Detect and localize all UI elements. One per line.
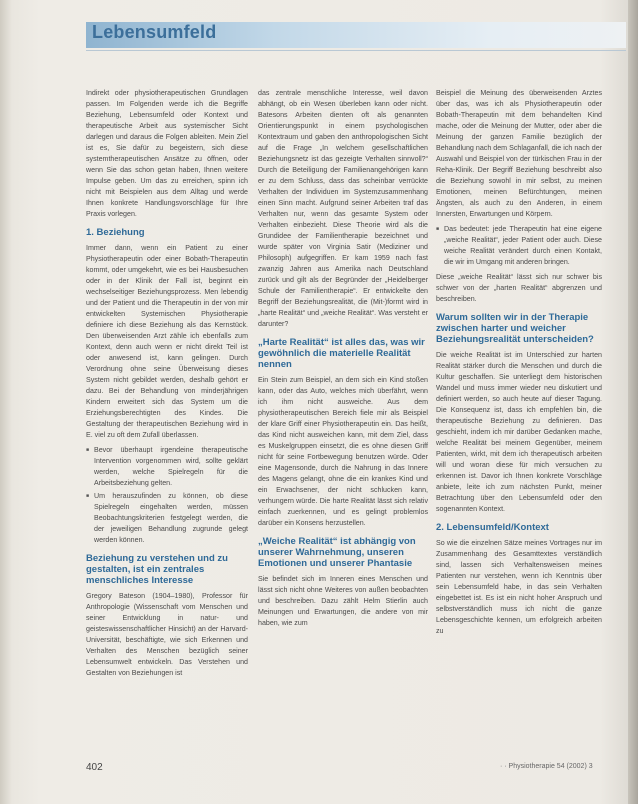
bullet-list	[436, 224, 602, 268]
column-right	[436, 88, 602, 641]
paragraph: Sie befindet sich im Inneren eines Menschen und lässt sich nicht ohne Weiteres von außen beobachten und beschreiben. Dazu zählt Helm Stierlin auch Meinungen und Erwartungen, die andere von mir haben, wie zum	[258, 575, 428, 627]
paragraph: das zentrale menschliche Interesse, weil davon abhängt, ob ein Wesen überleben kann oder nicht. Batesons Arbeiten dienten oft als genannten Orientierungspunkt in einem psychologischen Kontextraum und gaben den anthropologischen Sicht auf die Frage „In welchem gesellschaftlichen Beziehungsnetz ist das gezeigte Verhalten sinnvoll?“ Durch die Beteiligung der Familienangehörigen kann er zu dem Schluss, dass das scheinbar verrückte Verhalten der Individuen im Systemzusammenhang einen Sinn macht. Aufgrund seiner Arbeiten traf das Verhalten nur, wenn das gesamte System oder Verhalten einbezieht. Diese Theorie wird als die Grundidee der Familientherapie bezeichnet und wurde später von Virginia Satir (Mediziner und Philosoph) aufgegriffen. Er kam 1959 nach fast zwanzig Jahren aus Amerika nach Deutschland zurück und gilt als der Begründer der „Heidelberger Schule der Familientherapie“. Er entwickelte den Begriff der Beziehungsrealität, die (Mit-)formt wird in „harte Realität“ und „weiche Realität“. Was versteht er darunter?	[258, 89, 428, 328]
heading-beziehung: 1. Beziehung	[86, 227, 145, 238]
header-rule	[86, 50, 626, 51]
page-edge-shadow	[628, 0, 638, 804]
list-item: ■ Das bedeutet: jede Therapeutin hat eine eigene „weiche Realität“, jeder Patient oder auch. Diese weiche Realität verändert durch einen Kontakt, die wir im Umgang mit anderen bringen.	[444, 224, 602, 268]
paragraph: Indirekt oder physiotherapeutischen Grundlagen passen. Im Folgenden werde ich die Begriffe Beziehung, Lebensumfeld oder Kontext und therapeutische Arbeit aus systemischer Sicht darlegen und daraus die Folgen ableiten. Mein Ziel ist es, Sie dafür zu begeistern, sich diese systemtherapeutischen Ansätze zu öffnen, oder wenn Sie das schon getan haben, Ihnen weitere Impulse geben. Um das zu erreichen, spinn ich nicht mit Beispielen aus dem Alltag und werde Ihnen konkrete Handlungsvorschläge für Ihre Praxis vorlegen.	[86, 89, 248, 218]
paragraph: Gregory Bateson (1904–1980), Professor für Anthropologie (Wissenschaft vom Menschen und seiner Entwicklung in natur- und geisteswissenschaftlicher Hinsicht) an der Harvard-Universität, beschäftigte, wie sich Erkennen und Verhalten des Menschen bezüglich seiner Lebensumwelt entwickeln. Das Verstehen und Gestalten von Beziehungen ist	[86, 592, 248, 677]
paragraph: Diese „weiche Realität“ lässt sich nur schwer bis schwer von der „harten Realität“ abgrenzen und beschreiben.	[436, 273, 602, 303]
section-title: Lebensumfeld	[92, 22, 217, 42]
list-item: ■ Bevor überhaupt irgendeine therapeutische Intervention vorgenommen wird, sollte geklärt werden, welche Spielregeln für die Arbeitsbeziehung gelten.	[94, 445, 248, 489]
page-number: 402	[86, 762, 103, 773]
bullet-list	[86, 445, 248, 546]
heading-weiche-realitaet: „Weiche Realität“ ist abhängig von unserer Wahrnehmung, unseren Emotionen und unserer Phantasie	[258, 536, 416, 569]
column-left	[86, 88, 248, 683]
heading-warum-unterscheiden: Warum sollten wir in der Therapie zwischen harter und weicher Beziehungsrealität unterscheiden?	[436, 312, 594, 345]
column-middle	[258, 88, 428, 633]
paragraph: Beispiel die Meinung des überweisenden Arztes über das, was ich als Physiotherapeutin oder Bobath-Therapeutin mit dem behandelten Kind mache, oder die Meinung der Mutter, oder aber die Meinung der ganzen Familie bezüglich der Behandlung nach dem Schlaganfall, die ich nach der Auswahl und Beispiel von der türkischen Frau in der Reha-Klinik. Der Begriff Beziehung beschreibt also die Beziehung sowohl in mir selbst, zu meinen Emotionen, meinen Befürchtungen, meinen Ängsten, als auch zu den Anderen, in einem Innersten, Erwartungen und Körpern.	[436, 89, 602, 218]
paragraph: So wie die einzelnen Sätze meines Vortrages nur im Zusammenhang des Gesamttextes verständlich sind, lassen sich Verhaltensweisen meines Patienten nur verstehen, wenn ich Kenntnis über sein Lebensumfeld habe, in das sein Verhalten eingebettet ist. Es ist ein nicht hoher Anspruch und selbstverständlich muss ich nicht die ganze Lebensgeschichte kennen, um erfolgreich arbeiten zu	[436, 539, 602, 635]
paragraph: Die weiche Realität ist im Unterschied zur harten Realität stärker durch die Menschen und durch die Kultur geschaffen. Sie unterliegt dem historischen Wandel und muss immer wieder neu diskutiert und definiert werden, so auch heute auf dieser Tagung. Die Konsequenz ist, dass ich empfehlen bin, die therapeutische Beziehung zu definieren. Das geschieht, indem ich mir darüber Gedanken mache, welche Realität bei meinem Gegenüber, meinem Patienten, wirkt, mit dem ich therapeutisch arbeiten will und woran diese für mich versuchen zu erkennen ist. Davor ich Ihnen konkrete Vorschläge anbiete, leite ich zum nächsten Punkt, meiner Betrachtung über den Lebensumfeld oder den sogenannten Kontext.	[436, 351, 602, 513]
list-item: ■ Um herauszufinden zu können, ob diese Spielregeln eingehalten werden, müssen Beobachtungskriterien festgelegt werden, die der jeweiligen Behandlung zugrunde gelegt werden können.	[94, 491, 248, 546]
paragraph: Immer dann, wenn ein Patient zu einer Physiotherapeutin oder einer Bobath-Therapeutin kommt, oder umgekehrt, wie es bei Hausbesuchen oder in der Klinik der Fall ist, beginnt ein wechselseitiger Beziehungsprozess. Men lebendig und der Patient und die Therapeutin in der von mir entwickelten Systemischen Physiotherapie definiere ich diese Beziehung als das Kernstück. Den überweisenden Arzt zähle ich ebenfalls zum Kontext, denn auch wenn er nicht direkt Teil ist oder anwesend ist, kann gelingen. Durch Verordnung ohne seine Überweisung dieses System nicht gebildet werden, deshalb gehört er dazu. Bei der Behandlung von minderjährigen Kindern erweitert sich das System um die Erziehungsberechtigten des Kindes. Die Gestaltung der therapeutischen Beziehung wird in E. viel zu oft dem Zufall überlassen.	[86, 244, 248, 439]
heading-lebensumfeld-kontext: 2. Lebensumfeld/Kontext	[436, 522, 549, 533]
heading-harte-realitaet: „Harte Realität“ ist alles das, was wir gewöhnlich die materielle Realität nennen	[258, 337, 425, 370]
journal-reference: · · Physiotherapie 54 (2002) 3	[500, 763, 593, 770]
heading-beziehung-verstehen: Beziehung zu verstehen und zu gestalten, ist ein zentrales menschliches Interesse	[86, 553, 228, 586]
paragraph: Ein Stein zum Beispiel, an dem sich ein Kind stoßen kann, oder das Auto, welches mich überfährt, wenn ich ihm nicht ausweiche. Aus dem physiotherapeutischen Bereich fiele mir als Beispiel der klare Griff einer Physiotherapeutin ein. Das heißt, das Kind nicht ausweichen kann, mit dem Ziel, dass es Muskelgruppen einsetzt, die es ohne diesen Griff nicht für seine Fortbewegung benutzen würde. Oder eine Magensonde, durch die Nahrung in das Innere des Magens gelangt, ohne die ein krankes Kind und ein Erwachsener, der nicht schlucken kann, verhungern würde. Die harte Realität lässt sich relativ einfach zuerkennen, und es gelingt problemlos darüber ein Konsens herzustellen.	[258, 376, 428, 527]
